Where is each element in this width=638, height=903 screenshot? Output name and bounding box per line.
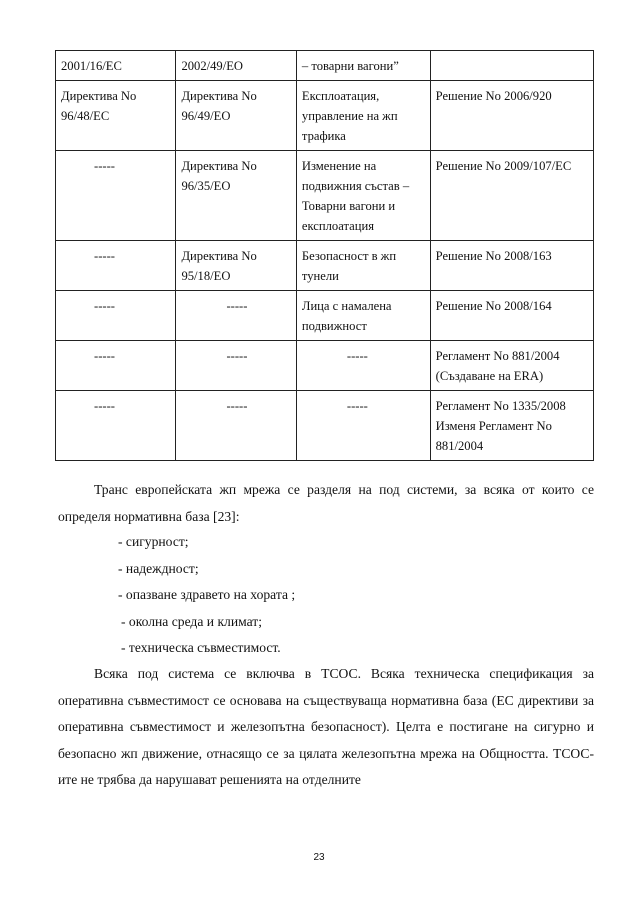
- table-cell: [430, 51, 593, 81]
- table-dash: -----: [226, 299, 248, 313]
- table-dash: -----: [346, 399, 368, 413]
- table-cell: Изменение на подвижния състав – Товарни вагони и експлоатация: [296, 151, 430, 241]
- table-dash: -----: [226, 399, 248, 413]
- table-cell: [56, 291, 176, 341]
- table-dash: -----: [346, 349, 368, 363]
- list-item: - техническа съвместимост.: [121, 640, 281, 655]
- directives-table: [55, 50, 594, 461]
- table-cell: Регламент No 1335/2008 Изменя Регламент No 881/2004: [430, 391, 593, 461]
- table-cell: [56, 341, 176, 391]
- table-row: [56, 291, 594, 341]
- table-cell: [176, 291, 296, 341]
- body-paragraph: [58, 661, 594, 794]
- intro-text: Транс европейската жп мрежа се разделя на под системи, за всяка от които се определя нормативна база [23]:: [58, 482, 594, 524]
- table-cell: 2002/49/EO: [176, 51, 296, 81]
- page-number: 23: [313, 852, 325, 863]
- list-item: - опазване здравето на хората ;: [118, 587, 296, 602]
- table-dash: -----: [94, 349, 115, 363]
- table-cell: Решение No 2008/164: [430, 291, 593, 341]
- table-row: [56, 81, 594, 151]
- list-item: - сигурност;: [118, 534, 189, 549]
- table-cell: [56, 151, 176, 241]
- list-item: - надеждност;: [118, 560, 199, 576]
- table-dash: -----: [94, 249, 115, 263]
- table-cell: Решение No 2006/920: [430, 81, 593, 151]
- table-dash: -----: [94, 399, 115, 413]
- table-cell: [296, 391, 430, 461]
- table-cell: 2001/16/EC: [56, 51, 176, 81]
- requirements-list: [118, 529, 295, 662]
- table-cell: Директива No 96/35/EO: [176, 151, 296, 241]
- table-cell: Регламент No 881/2004 (Създаване на ERA): [430, 341, 593, 391]
- list-item: - околна среда и климат;: [121, 613, 263, 629]
- table-cell: [176, 341, 296, 391]
- table-cell: Лица с намалена подвижност: [296, 291, 430, 341]
- table-row: [56, 241, 594, 291]
- table-cell: Експлоатация, управление на жп трафика: [296, 81, 430, 151]
- paragraph-text: Всяка под система се включва в ТСОС. Всяка техническа спецификация за оперативна съвместимост се основава на съществуваща нормативна база (ЕС директиви за оперативна съвместимост и железопътна безопасност). Целта е постигане на сигурно и безопасно жп движение, отнасящо се за цялата железопътна мрежа на Общността. ТСОС-ите не трябва да нарушават решенията на отделните: [58, 666, 594, 787]
- table-row: [56, 391, 594, 461]
- table-cell: [56, 241, 176, 291]
- table-cell: [176, 391, 296, 461]
- table-row: [56, 151, 594, 241]
- table-row: [56, 341, 594, 391]
- table-cell: Директива No 96/48/EC: [56, 81, 176, 151]
- table-row: [56, 51, 594, 81]
- table-dash: -----: [226, 349, 248, 363]
- table-cell: Безопасност в жп тунели: [296, 241, 430, 291]
- table-cell: Директива No 96/49/EO: [176, 81, 296, 151]
- intro-paragraph: [58, 477, 594, 530]
- table-cell: Решение No 2008/163: [430, 241, 593, 291]
- table-dash: -----: [94, 159, 115, 173]
- table-cell: [56, 391, 176, 461]
- table-dash: -----: [94, 299, 115, 313]
- table-cell: Решение No 2009/107/EC: [430, 151, 593, 241]
- table-cell: – товарни вагони”: [296, 51, 430, 81]
- table-cell: Директива No 95/18/EO: [176, 241, 296, 291]
- table-cell: [296, 341, 430, 391]
